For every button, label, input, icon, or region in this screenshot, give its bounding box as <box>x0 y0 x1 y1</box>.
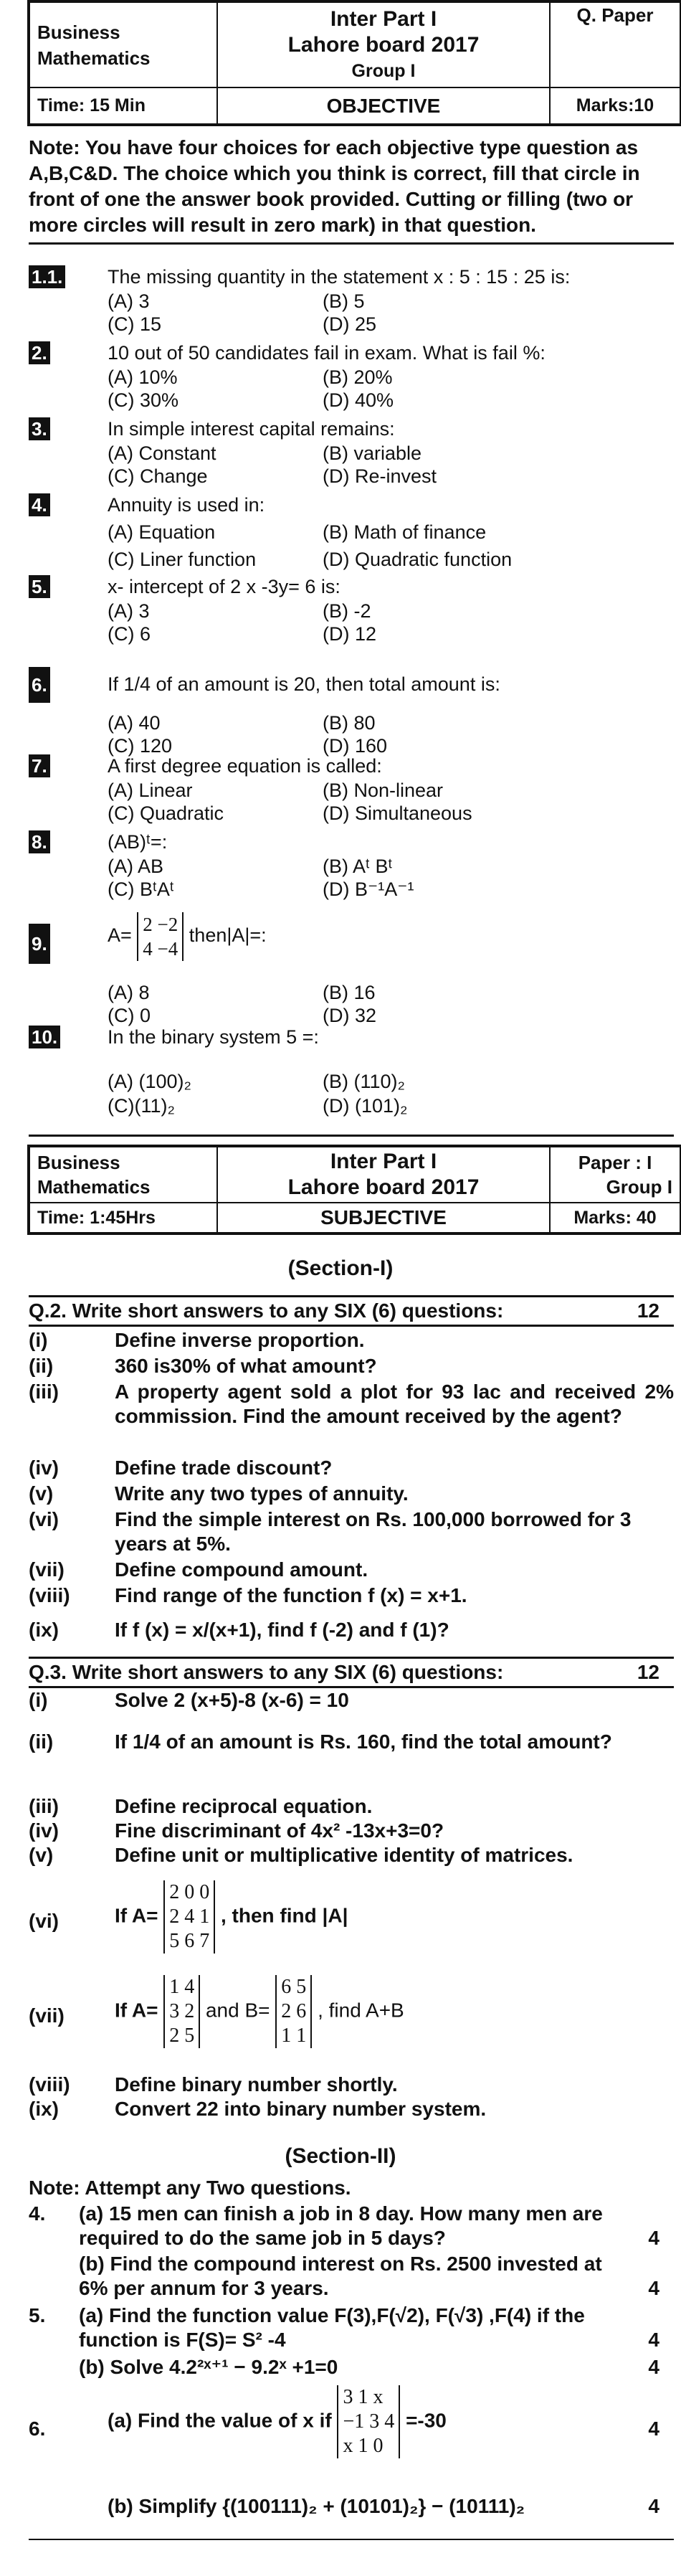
instructions-note <box>29 135 674 245</box>
matrix-row: 2 −2 <box>143 914 178 935</box>
mcq-number: 2. <box>29 341 50 364</box>
section-2-title: (Section-II) <box>285 2144 396 2168</box>
marks-label: Marks:10 <box>550 87 680 124</box>
paper-cell <box>550 1147 680 1203</box>
option-b: (B) Math of finance <box>323 521 487 543</box>
option-d: (D) 160 <box>323 735 388 757</box>
option-d: (D) (101)₂ <box>323 1095 408 1117</box>
mcq-number: 5. <box>29 575 50 598</box>
option-b: (B) Non-linear <box>323 780 444 801</box>
option-a: (A) Linear <box>108 780 193 801</box>
matrix-a <box>137 912 184 961</box>
mcq-text: x- intercept of 2 x -3y= 6 is: <box>108 576 340 597</box>
matrix-vi: 2 0 0 2 4 1 5 6 7 <box>163 1880 215 1954</box>
mcq-text: then|A|=: <box>189 924 267 947</box>
mcq-number: 7. <box>29 754 50 777</box>
option-c: (C) 6 <box>108 623 151 645</box>
matrix-vii-b: 6 5 2 6 1 1 <box>275 1975 312 2048</box>
q3-item-6: (vi) If A= 2 0 0 2 4 1 5 6 7 , then find |A| <box>29 1880 674 1966</box>
title-line1: Inter Part I <box>330 1150 437 1173</box>
option-d: (D) B⁻¹A⁻¹ <box>323 879 414 900</box>
objective-header <box>27 0 681 126</box>
option-a: (A) AB <box>108 856 164 877</box>
option-c: (C) Quadratic <box>108 802 224 824</box>
option-a: (A) Constant <box>108 442 216 464</box>
paper-label: Paper : I <box>578 1152 652 1173</box>
option-b: (B) variable <box>323 442 422 464</box>
mcq-text: If 1/4 of an amount is 20, then total amount is: <box>108 673 500 695</box>
paper-type: SUBJECTIVE <box>217 1203 550 1233</box>
q3-item-7-body: If A= 1 4 3 2 2 5 and B= 6 5 2 6 1 1 , find A+B <box>115 1976 404 2047</box>
q3-marks: 12 <box>637 1661 659 1683</box>
q3-item-7: (vii) If A= 1 4 3 2 2 5 and B= 6 5 2 6 1 1 , find A+B <box>29 1975 674 2061</box>
exam-paper: Business Mathematics Inter Part I Lahore board 2017 Group I Q. Paper Time: 15 Min OBJECTIVE Marks:10 Note: You have four choices for each objective type question as A,B,C&D. The choice which you think is correct, fill that circle in front of one the answer book provided. Cutting or filling (two or more circles will result in zero mark) in that question. 1.1. The missing quantity in the statement x : 5 : 15 : 25 is: (A) 3 (B) 5 (C) 15 (D) 25 2. 10 out of 50 candidates fail in exam. What is fail %: (A) 10% (B) 20% (C) 30% (D) 40% 3. In simple interest capital remains: (A) Constant (B) variable (C) Change (D) Re-invest 4. Annuity is used in: (A) Equation (B) Math of finance (C) Liner function (D) Quadratic function 5. x- intercept of 2 x -3y= 6 is: (A) 3 (B) -2 (C) 6 (D) 12 6. If 1/4 of an amount is 20, then total amount is: (A) 40 (B) 80 (C) 120 (D) 160 7. A first degree equation is called: (A) Linear (B) Non-linear (C) Quadratic (D) Simultaneous 8. (AB)ᵗ=: (A) AB (B) Aᵗ Bᵗ (C) BᵗAᵗ (D) B⁻¹A⁻¹ 9. A= 2 −2 4 −4 then|A|=: (A) 8 (B) 16 (C) 0 (D) 32 10. In the binary system 5 =: (A) (100)₂ (B) (110)₂ (C)(11)₂ (D) (101)₂ Business Mathematics Inter Part I Lahore board 2017 Paper : I Group I Time: 1:45Hrs SUBJECTIVE Marks: 40 (Section-I) Q.2. Write short answers to any SIX (6) questions: 12 (i) Define inverse proportion. (ii) 360 is30% of what amount? (iii) A property agent sold a plot for 93 lac and received 2% commission. Find the amount received by the agent? (iv) Define trade discount? (v) Write any two types of annuity. (vi) Find the simple interest on Rs. 100,000 borrowed for 3 years at 5%. (vii) Define compound amount. (viii) Find range of the function f (x) = x+1. (ix) If f (x) = x/(x+1), find f (-2) and f (1)? Q.3. Write short answers to any SIX (6) questions: 12 (i) Solve 2 (x+5)-8 (x-6) = 10 (ii) If 1/4 of an amount is Rs. 160, find the total amount? (iii) Define reciprocal equation. (iv) Fine discriminant of 4x² -13x+3=0? (v) Define unit or multiplicative identity of matrices. (vi) If A= 2 0 0 2 4 1 5 6 7 , then find |A| (vii) If A= 1 4 3 2 2 5 and B= 6 5 2 6 1 1 , find A+B (viii) Define binary number shortly. (ix) Convert 22 into binary number system. (Section-II) Note: Attempt any Two questions. 4. (a) 15 men can finish a job in 8 day. How many men are required to do the same job in 5 days? 4 (b) Find the compound interest on Rs. 2500 invested at 6% per annum for 3 years. 4 5. (a) Find the function value F(3),F(√2), F(√3) ,F(4) if the function is F(S)= S² -4 4 (b) Solve 4.2²ˣ⁺¹ − 9.2ˣ +1=0 4 6. (a) Find the value of x if 3 1 x −1 3 4 x 1 0 =-30 4 (b) Simplify {(100111)₂ + (10101)₂} − (10111)₂ 4 <box>0 0 681 2576</box>
option-b: (B) (110)₂ <box>323 1071 406 1092</box>
q2-heading: Q.2. Write short answers to any SIX (6) questions: <box>29 1299 504 1322</box>
title-line2: Lahore board 2017 <box>287 32 480 57</box>
option-b: (B) 20% <box>323 366 393 388</box>
option-c: (C) 30% <box>108 389 179 411</box>
note-text: You have four choices for each objective type question as A,B,C&D. The choice which you think is correct, fill that circle in front of one the answer book provided. Cutting or filling (two or more circles will result in zero mark) in that question. <box>29 136 640 236</box>
mcq-2 <box>29 341 667 420</box>
option-d: (D) 32 <box>323 1005 377 1026</box>
mcq-number: 10. <box>29 1026 60 1048</box>
option-c: (C) Liner function <box>108 549 257 570</box>
matrix-prefix: A= <box>108 924 132 947</box>
group-label: Group I <box>606 1176 672 1198</box>
title-line1: Inter Part I <box>330 6 437 31</box>
q5-part-a: 5. (a) Find the function value F(3),F(√2), F(√3) ,F(4) if the function is F(S)= S² -4 4 <box>29 2304 659 2351</box>
determinant: 3 1 x −1 3 4 x 1 0 <box>337 2385 400 2458</box>
title-line2: Lahore board 2017 <box>287 1175 480 1199</box>
paper-type: OBJECTIVE <box>217 87 550 124</box>
option-a: (A) Equation <box>108 521 216 543</box>
mcq-number: 1.1. <box>29 265 65 288</box>
q3-heading: Q.3. Write short answers to any SIX (6) questions: <box>29 1661 504 1683</box>
option-b: (B) 16 <box>323 982 376 1003</box>
divider <box>29 1135 674 1137</box>
option-d: (D) 40% <box>323 389 394 411</box>
mcq-1 <box>29 265 667 344</box>
option-c: (C) Change <box>108 465 208 487</box>
mcq-text: 10 out of 50 candidates fail in exam. What is fail %: <box>108 342 546 364</box>
paper-label: Q. Paper <box>550 2 680 87</box>
mcq-10 <box>29 1026 667 1126</box>
option-c: (C) 120 <box>108 735 173 757</box>
mcq-7 <box>29 754 667 833</box>
option-c: (C)(11)₂ <box>108 1095 175 1117</box>
option-a: (A) 8 <box>108 982 150 1003</box>
option-a: (A) (100)₂ <box>108 1071 192 1092</box>
footer-rule <box>29 2539 674 2540</box>
option-d: (D) Quadratic function <box>323 549 513 570</box>
option-c: (C) 0 <box>108 1005 151 1026</box>
option-a: (A) 10% <box>108 366 178 388</box>
mcq-number: 9. <box>29 924 50 964</box>
mcq-4 <box>29 493 667 579</box>
option-b: (B) 5 <box>323 290 365 312</box>
title-cell <box>217 1147 550 1203</box>
subject-cell <box>29 2 217 87</box>
subject-line1: Business <box>37 1152 120 1173</box>
mcq-number: 4. <box>29 493 50 516</box>
title-cell <box>217 2 550 87</box>
matrix-row: 4 −4 <box>143 938 178 960</box>
option-b: (B) Aᵗ Bᵗ <box>323 856 393 877</box>
section-2-note: Note: Attempt any Two questions. <box>29 2177 351 2199</box>
note-label: Note: <box>29 136 80 158</box>
option-a: (A) 3 <box>108 600 150 622</box>
mcq-3 <box>29 417 667 496</box>
q4-part-b: (b) Find the compound interest on Rs. 2500 invested at 6% per annum for 3 years. 4 <box>79 2253 659 2299</box>
subject-line2: Mathematics <box>37 1176 151 1198</box>
mcq-text: A first degree equation is called: <box>108 755 382 777</box>
option-d: (D) 25 <box>323 313 377 335</box>
subject-line2: Mathematics <box>37 47 151 69</box>
q3-item-6-body: If A= 2 0 0 2 4 1 5 6 7 , then find |A| <box>115 1881 348 1952</box>
group-label: Group I <box>351 60 416 81</box>
option-d: (D) Re-invest <box>323 465 437 487</box>
q4-part-a: 4. (a) 15 men can finish a job in 8 day. How many men are required to do the same job in 5 days? 4 <box>29 2202 659 2249</box>
marks-label: Marks: 40 <box>550 1203 680 1233</box>
mcq-5 <box>29 575 667 654</box>
mcq-8 <box>29 830 667 909</box>
q2-marks: 12 <box>637 1299 659 1322</box>
time-label: Time: 15 Min <box>29 87 217 124</box>
option-b: (B) -2 <box>323 600 371 622</box>
option-c: (C) 15 <box>108 313 162 335</box>
mcq-text: The missing quantity in the statement x : 5 : 15 : 25 is: <box>108 266 571 288</box>
mcq-6 <box>29 658 667 759</box>
mcq-text: Annuity is used in: <box>108 494 265 516</box>
mcq-number: 3. <box>29 417 50 440</box>
mcq-number: 8. <box>29 830 50 853</box>
option-d: (D) 12 <box>323 623 377 645</box>
q2-header <box>29 1295 674 1327</box>
subject-cell <box>29 1147 217 1203</box>
mcq-number: 6. <box>29 667 50 703</box>
time-label: Time: 1:45Hrs <box>29 1203 217 1233</box>
option-b: (B) 80 <box>323 712 376 734</box>
option-a: (A) 3 <box>108 290 150 312</box>
subjective-header <box>27 1145 681 1235</box>
mcq-9 <box>29 912 667 1027</box>
mcq-9-matrix <box>108 912 267 961</box>
q6-part-a-body: (a) Find the value of x if 3 1 x −1 3 4 x 1 0 =-30 <box>108 2386 447 2457</box>
subject-line1: Business <box>37 21 120 43</box>
matrix-vii-a: 1 4 3 2 2 5 <box>163 1975 200 2048</box>
q6-part-a: 6. (a) Find the value of x if 3 1 x −1 3 4 x 1 0 =-30 4 <box>29 2386 659 2457</box>
option-d: (D) Simultaneous <box>323 802 472 824</box>
mcq-text: (AB)ᵗ=: <box>108 831 168 853</box>
mcq-text: In simple interest capital remains: <box>108 418 395 440</box>
section-1-title: (Section-I) <box>287 1256 394 1280</box>
option-a: (A) 40 <box>108 712 161 734</box>
option-c: (C) BᵗAᵗ <box>108 879 174 900</box>
q3-header <box>29 1657 674 1688</box>
mcq-text: In the binary system 5 =: <box>108 1026 319 1048</box>
